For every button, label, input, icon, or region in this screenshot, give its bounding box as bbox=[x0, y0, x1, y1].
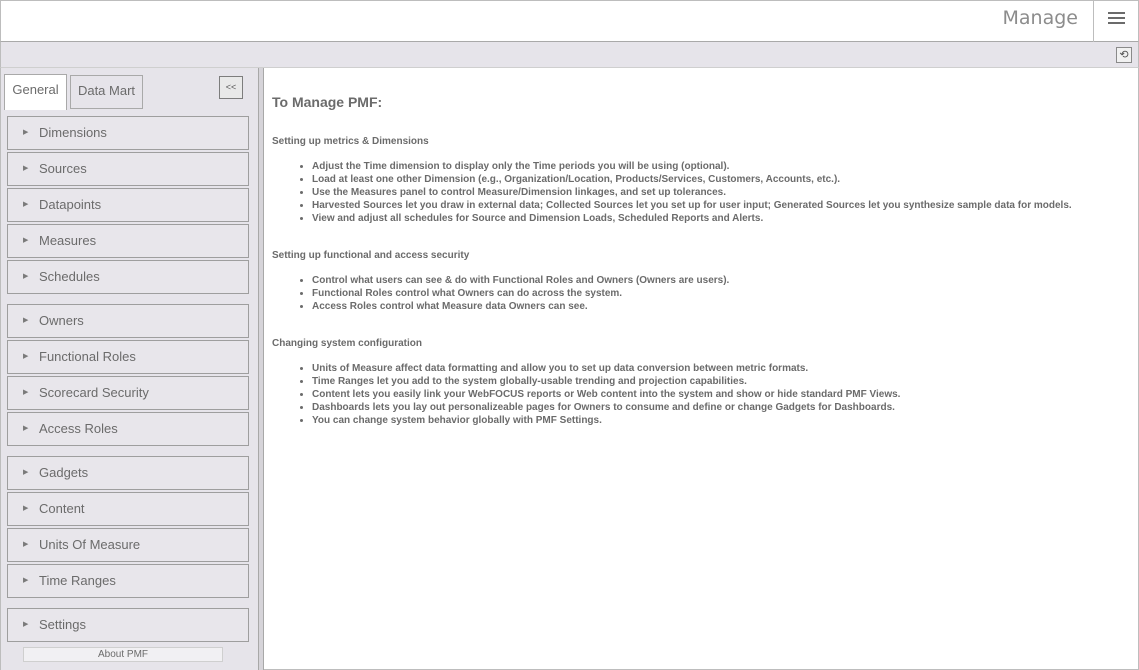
nav-item-label: Settings bbox=[39, 617, 86, 632]
tab-data-mart[interactable]: Data Mart bbox=[70, 75, 143, 109]
nav-item-label: Functional Roles bbox=[39, 349, 136, 364]
tab-general[interactable]: General bbox=[4, 74, 67, 110]
left-panel bbox=[0, 68, 258, 670]
expand-arrow-icon: ▶ bbox=[23, 273, 29, 280]
about-pmf-button[interactable]: About PMF bbox=[23, 647, 223, 662]
bullet-list bbox=[312, 274, 1132, 313]
nav-item-settings[interactable] bbox=[7, 608, 249, 642]
list-item: • Access Roles control what Measure data Owners can see. bbox=[312, 300, 1132, 313]
section-heading: Setting up metrics & Dimensions bbox=[272, 136, 429, 147]
refresh-icon[interactable]: ⟲ bbox=[1116, 47, 1132, 63]
list-item: • View and adjust all schedules for Source and Dimension Loads, Scheduled Reports and Alerts. bbox=[312, 212, 1132, 225]
page-title: Manage bbox=[1002, 7, 1078, 29]
nav-item-scorecard-security[interactable] bbox=[7, 376, 249, 410]
expand-arrow-icon: ▶ bbox=[23, 165, 29, 172]
list-item: • Time Ranges let you add to the system globally-usable trending and projection capabilities. bbox=[312, 375, 1132, 388]
expand-arrow-icon: ▶ bbox=[23, 425, 29, 432]
list-item: • Units of Measure affect data formatting and allow you to set up data conversion between metric formats. bbox=[312, 362, 1132, 375]
section-metrics bbox=[272, 136, 1132, 225]
nav-item-sources[interactable] bbox=[7, 152, 249, 186]
list-item: • Use the Measures panel to control Measure/Dimension linkages, and set up tolerances. bbox=[312, 186, 1132, 199]
section-heading: Setting up functional and access security bbox=[272, 250, 470, 261]
expand-arrow-icon: ▶ bbox=[23, 389, 29, 396]
expand-arrow-icon: ▶ bbox=[23, 505, 29, 512]
expand-arrow-icon: ▶ bbox=[23, 237, 29, 244]
list-item: • You can change system behavior globally with PMF Settings. bbox=[312, 414, 1132, 427]
list-item: • Control what users can see & do with Functional Roles and Owners (Owners are users). bbox=[312, 274, 1132, 287]
nav-item-label: Dimensions bbox=[39, 125, 107, 140]
expand-arrow-icon: ▶ bbox=[23, 621, 29, 628]
bullet-list bbox=[312, 362, 1132, 427]
list-item: • Load at least one other Dimension (e.g., Organization/Location, Products/Services, Customers, Accounts, etc.). bbox=[312, 173, 1132, 186]
nav-item-label: Schedules bbox=[39, 269, 100, 284]
list-item: • Content lets you easily link your WebFOCUS reports or Web content into the system and show or hide standard PMF Views. bbox=[312, 388, 1132, 401]
nav-item-label: Access Roles bbox=[39, 421, 118, 436]
expand-arrow-icon: ▶ bbox=[23, 129, 29, 136]
nav-item-label: Sources bbox=[39, 161, 87, 176]
section-heading: Changing system configuration bbox=[272, 338, 423, 349]
list-item: • Adjust the Time dimension to display only the Time periods you will be using (optional). bbox=[312, 160, 1132, 173]
top-header bbox=[0, 0, 1139, 42]
nav-item-schedules[interactable] bbox=[7, 260, 249, 294]
section-security bbox=[272, 250, 1132, 313]
nav-item-content[interactable] bbox=[7, 492, 249, 526]
main-content bbox=[264, 68, 1139, 670]
nav-item-label: Measures bbox=[39, 233, 97, 248]
collapse-panel-button[interactable]: << bbox=[219, 76, 243, 99]
list-item: • Dashboards lets you lay out personalizeable pages for Owners to consume and define or change Gadgets for Dashboards. bbox=[312, 401, 1132, 414]
nav-item-access-roles[interactable] bbox=[7, 412, 249, 446]
nav-item-functional-roles[interactable] bbox=[7, 340, 249, 374]
tab-bar bbox=[4, 73, 256, 109]
content-title: To Manage PMF: bbox=[272, 94, 383, 110]
expand-arrow-icon: ▶ bbox=[23, 541, 29, 548]
expand-arrow-icon: ▶ bbox=[23, 353, 29, 360]
expand-arrow-icon: ▶ bbox=[23, 317, 29, 324]
nav-item-owners[interactable] bbox=[7, 304, 249, 338]
nav-item-label: Content bbox=[39, 501, 85, 516]
bullet-list bbox=[312, 160, 1132, 225]
hamburger-menu-icon[interactable] bbox=[1093, 1, 1138, 42]
nav-item-measures[interactable] bbox=[7, 224, 249, 258]
expand-arrow-icon: ▶ bbox=[23, 201, 29, 208]
expand-arrow-icon: ▶ bbox=[23, 577, 29, 584]
nav-item-label: Scorecard Security bbox=[39, 385, 149, 400]
nav-item-units-of-measure[interactable] bbox=[7, 528, 249, 562]
nav-item-label: Datapoints bbox=[39, 197, 102, 212]
expand-arrow-icon: ▶ bbox=[23, 469, 29, 476]
nav-item-dimensions[interactable] bbox=[7, 116, 249, 150]
nav-item-label: Gadgets bbox=[39, 465, 89, 480]
list-item: • Harvested Sources let you draw in external data; Collected Sources let you set up for user input; Generated Sources let you synthesize sample data for models. bbox=[312, 199, 1132, 212]
nav-item-label: Owners bbox=[39, 313, 84, 328]
nav-item-time-ranges[interactable] bbox=[7, 564, 249, 598]
section-configuration bbox=[272, 338, 1132, 427]
nav-item-datapoints[interactable] bbox=[7, 188, 249, 222]
toolbar bbox=[0, 42, 1139, 68]
list-item: • Functional Roles control what Owners can do across the system. bbox=[312, 287, 1132, 300]
nav-item-gadgets[interactable] bbox=[7, 456, 249, 490]
nav-item-label: Time Ranges bbox=[39, 573, 116, 588]
nav-item-label: Units Of Measure bbox=[39, 537, 141, 552]
